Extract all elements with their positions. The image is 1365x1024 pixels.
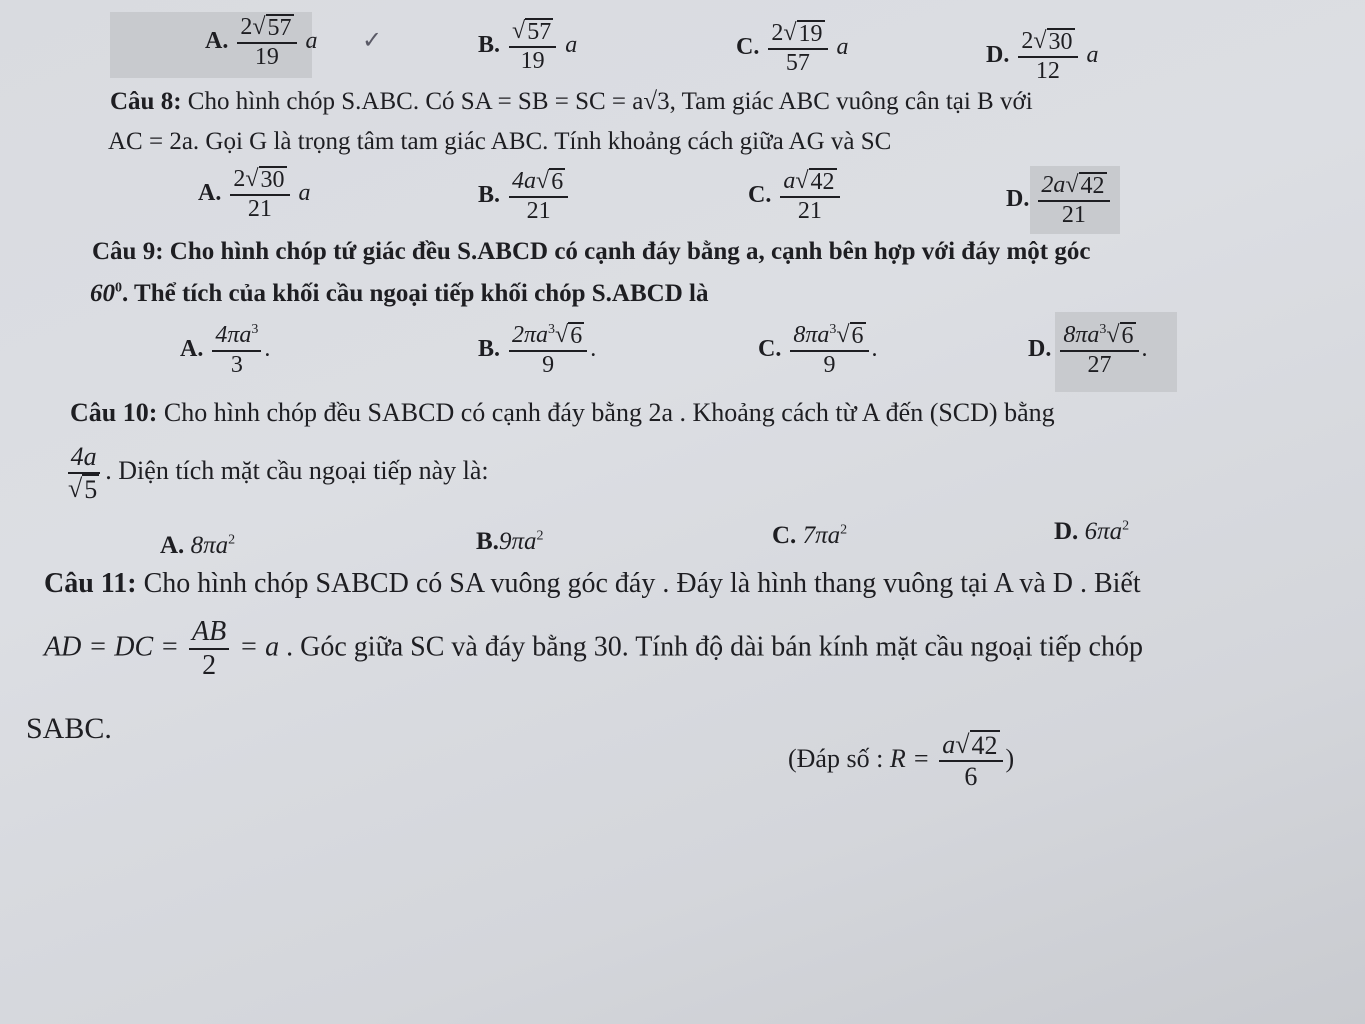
q10-line1 [70, 398, 1055, 428]
checkmark-icon: ✓ [362, 26, 383, 54]
q8-line1 [110, 88, 1033, 116]
q8-option-d: D. 2a √ 42 21 [1006, 172, 1113, 229]
q9-option-a: A. $\frac{4\pi a^3}{3}$ . [180, 322, 271, 378]
q10-option-b: $B.9\pi a^2$ [476, 528, 544, 555]
q10-label: Câu 10: [70, 398, 158, 427]
q10-option-d: D. $6\pi a^2$ [1054, 518, 1130, 545]
q9-line2: $60^0$. Thể tích của khối cầu ngoại tiếp khối chóp S.ABCD là [90, 280, 709, 307]
q10-text-1: Cho hình chóp đều SABCD có cạnh đáy bằng 2a . Khoảng cách từ A đến (SCD) bằng [163, 398, 1055, 427]
q8-label: Câu 8: [110, 88, 182, 115]
q11-text-1: Cho hình chóp SABCD có SA vuông góc đáy . Đáy là hình thang vuông tại A và D . Biết [143, 568, 1141, 599]
q8-line2: AC = 2a. Gọi G là trọng tâm tam giác ABC. Tính khoảng cách giữa AG và SC [108, 128, 892, 155]
q11-line1 [44, 568, 1141, 600]
q10-line2: 4a √ 5 . Diện tích mặt cầu ngoại tiếp này là: [68, 442, 489, 504]
q7-option-c: C. 2 √ 19 57 a [736, 20, 849, 76]
q11-line2: AD = DC = $\frac{AB}{2}$ = a . Góc giữa SC và đáy bằng 30. Tính độ dài bán kính mặt cầu ngoại tiếp chóp [44, 616, 1143, 682]
q9-option-c: C. $8\pi a^3$ √ 6 9 . [758, 322, 878, 378]
q10-option-c: C. $7\pi a^2$ [772, 522, 848, 549]
q8-option-a: A. 2 √ 30 21 a [198, 166, 311, 222]
q7-option-b: B. √ 57 19 a [478, 18, 578, 74]
q9-text-1: Cho hình chóp tứ giác đều S.ABCD có cạnh đáy bằng a, cạnh bên hợp với đáy một góc [169, 238, 1091, 265]
q7-option-a: A. 2 √ 57 19 a [205, 14, 318, 70]
q7-option-a-label: A. [205, 28, 229, 55]
q9-option-d: D. $8\pi a^3$ √ 6 27 . [1028, 322, 1148, 378]
q8-option-b: B. 4a √ 6 21 [478, 168, 571, 225]
q11-answer: (Đáp số : R = a √ 42 6 ) [788, 730, 1015, 791]
q8-text-1: Cho hình chóp S.ABC. Có SA = SB = SC = a√3, Tam giác ABC vuông cân tại B với [187, 88, 1033, 115]
q10-option-a: A. $8\pi a^2$ [160, 532, 236, 559]
q9-label: Câu 9: [92, 238, 164, 265]
q8-option-c: C. a √ 42 21 [748, 168, 843, 225]
q9-option-b: B. $2\pi a^3$ √ 6 9 . [478, 322, 597, 378]
q9-line1 [92, 238, 1090, 266]
q11-line3: SABC. [26, 712, 112, 745]
q11-label: Câu 11: [44, 568, 137, 599]
q7-option-d: D. 2 √ 30 12 a [986, 28, 1099, 84]
